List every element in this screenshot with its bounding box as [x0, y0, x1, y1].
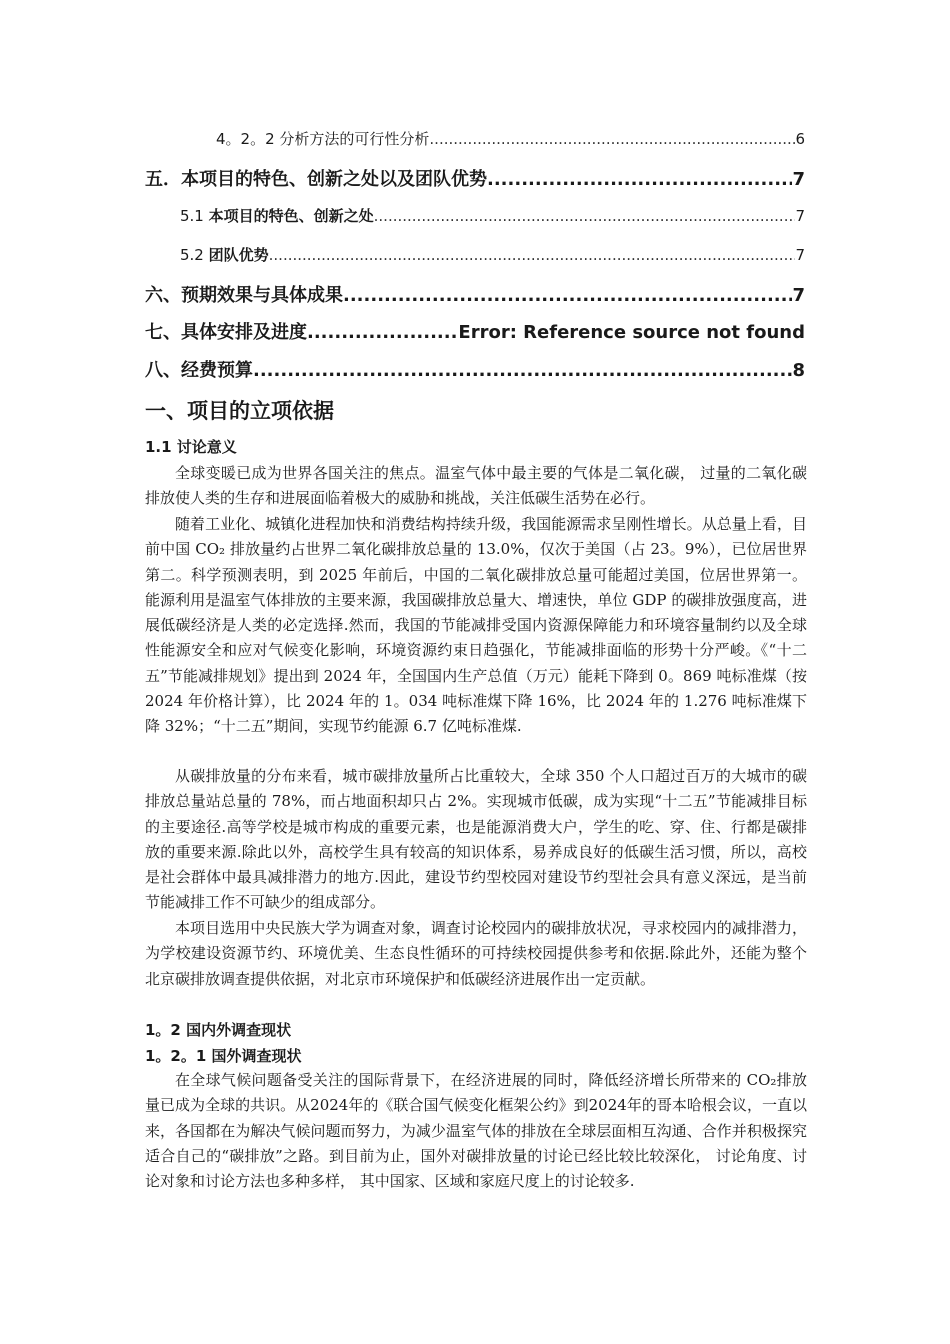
toc-entry-label: 五．本项目的特色、创新之处以及团队优势 — [145, 169, 487, 190]
toc-entry-5-1[interactable] — [180, 205, 805, 226]
body-paragraph: 随着工业化、城镇化进程加快和消费结构持续升级，我国能源需求呈刚性增长。从总量上看，目前中国 CO₂ 排放量约占世界二氧化碳排放总量的 13.0%，仅次于美国（占 23。9%），已位居世界第二。科学预测表明，到 2025 年前后，中国的二氧化碳排放总量可能超过美国，位居世界第一。能源利用是温室气体排放的主要来源，我国碳排放总量大、增速快，单位 GDP 的碳排放强度高，进展低碳经济是人类的必定选择.然而，我国的节能减排受国内资源保障能力和环境容量制约以及全球性能源安全和应对气候变化影响，环境资源约束日趋强化，节能减排面临的形势十分严峻。《“十二五”节能减排规划》提出到 2024 年，全国国内生产总值（万元）能耗下降到 0。869 吨标准煤（按 2024 年价格计算），比 2024 年的 1。034 吨标准煤下降 16%，比 2024 年的 1.276 吨标准煤下降 32%；“十二五”期间，实现节约能源 6.7 亿吨标准煤. — [145, 515, 807, 736]
toc-page-number: 8 — [792, 360, 805, 381]
toc-leader-dots — [307, 322, 458, 343]
toc-entry-5-2[interactable] — [180, 244, 805, 265]
subsection-heading-1-2: 1。2 国内外调查现状 — [145, 1021, 292, 1039]
toc-entry-number: 5.2 — [180, 246, 209, 264]
toc-leader-dots — [253, 360, 792, 381]
body-paragraph: 在全球气候问题备受关注的国际背景下，在经济进展的同时，降低经济增长所带来的 CO₂排放量已成为全球的共识。从2024年的《联合国气候变化框架公约》到2024年的哥本哈根会议，一直以来，各国都在为解决气候问题而努力，为减少温室气体的排放在全球层面相互沟通、合作并积极探究适合自己的“碳排放”之路。到目前为止，国外对碳排放量的讨论已经比较比较深化， 讨论角度、讨论对象和讨论方法也多种多样， 其中国家、区域和家庭尺度上的讨论较多. — [145, 1071, 807, 1191]
toc-entry-label — [180, 205, 374, 226]
toc-entry-section-8[interactable] — [145, 356, 805, 382]
toc-entry-label: 六、预期效果与具体成果 — [145, 285, 343, 306]
toc-leader-dots — [487, 169, 792, 190]
toc-entry-section-5[interactable] — [145, 165, 805, 191]
toc-leader-dots — [374, 207, 796, 225]
body-paragraph: 全球变暖已成为世界各国关注的焦点。温室气体中最主要的气体是二氧化碳， 过量的二氧化碳排放使人类的生存和进展面临着极大的威胁和挑战，关注低碳生活势在必行。 — [145, 464, 807, 508]
toc-entry-4-2-2[interactable] — [216, 128, 805, 149]
body-paragraph: 本项目选用中央民族大学为调查对象，调查讨论校园内的碳排放状况，寻求校园内的减排潜力，为学校建设资源节约、环境优美、生态良性循环的可持续校园提供参考和依据.除此外，还能为整个北京碳排放调查提供依据，对北京市环境保护和低碳经济进展作出一定贡献。 — [145, 919, 807, 988]
toc-entry-label: 八、经费预算 — [145, 360, 253, 381]
section-heading: 一、项目的立项依据 — [145, 399, 334, 423]
toc-entry-title: 本项目的特色、创新之处 — [208, 207, 374, 225]
toc-page-number: 6 — [795, 130, 805, 148]
toc-entry-label: 4。2。2 分析方法的可行性分析 — [216, 130, 430, 148]
toc-entry-label: 七、具体安排及进度 — [145, 322, 307, 343]
toc-entry-section-6[interactable] — [145, 281, 805, 307]
toc-leader-dots — [343, 285, 792, 306]
toc-entry-label — [180, 244, 269, 265]
toc-page-number: 7 — [795, 246, 805, 264]
toc-page-number: 7 — [792, 169, 805, 190]
toc-page-reference-error: Error: Reference source not found — [458, 322, 805, 343]
toc-page-number: 7 — [795, 207, 805, 225]
toc-entry-number: 5.1 — [180, 207, 209, 225]
toc-entry-title: 团队优势 — [208, 246, 269, 264]
subsection-heading-1-1: 1.1 讨论意义 — [145, 438, 237, 456]
toc-entry-section-7[interactable] — [145, 318, 805, 344]
toc-page-number: 7 — [792, 285, 805, 306]
toc-leader-dots — [429, 130, 795, 148]
toc-leader-dots — [269, 246, 796, 264]
body-paragraph: 从碳排放量的分布来看，城市碳排放量所占比重较大，全球 350 个人口超过百万的大城市的碳排放总量站总量的 78%，而占地面积却只占 2%。实现城市低碳，成为实现“十二五”节能减排目标的主要途径.高等学校是城市构成的重要元素，也是能源消费大户，学生的吃、穿、住、行都是碳排放的重要来源.除此以外，高校学生具有较高的知识体系，易养成良好的低碳生活习惯，所以，高校是社会群体中最具减排潜力的地方.因此，建设节约型校园对建设节约型社会具有意义深远，是当前节能减排工作不可缺少的组成部分。 — [145, 767, 807, 912]
subsection-heading-1-2-1: 1。2。1 国外调查现状 — [145, 1047, 302, 1065]
